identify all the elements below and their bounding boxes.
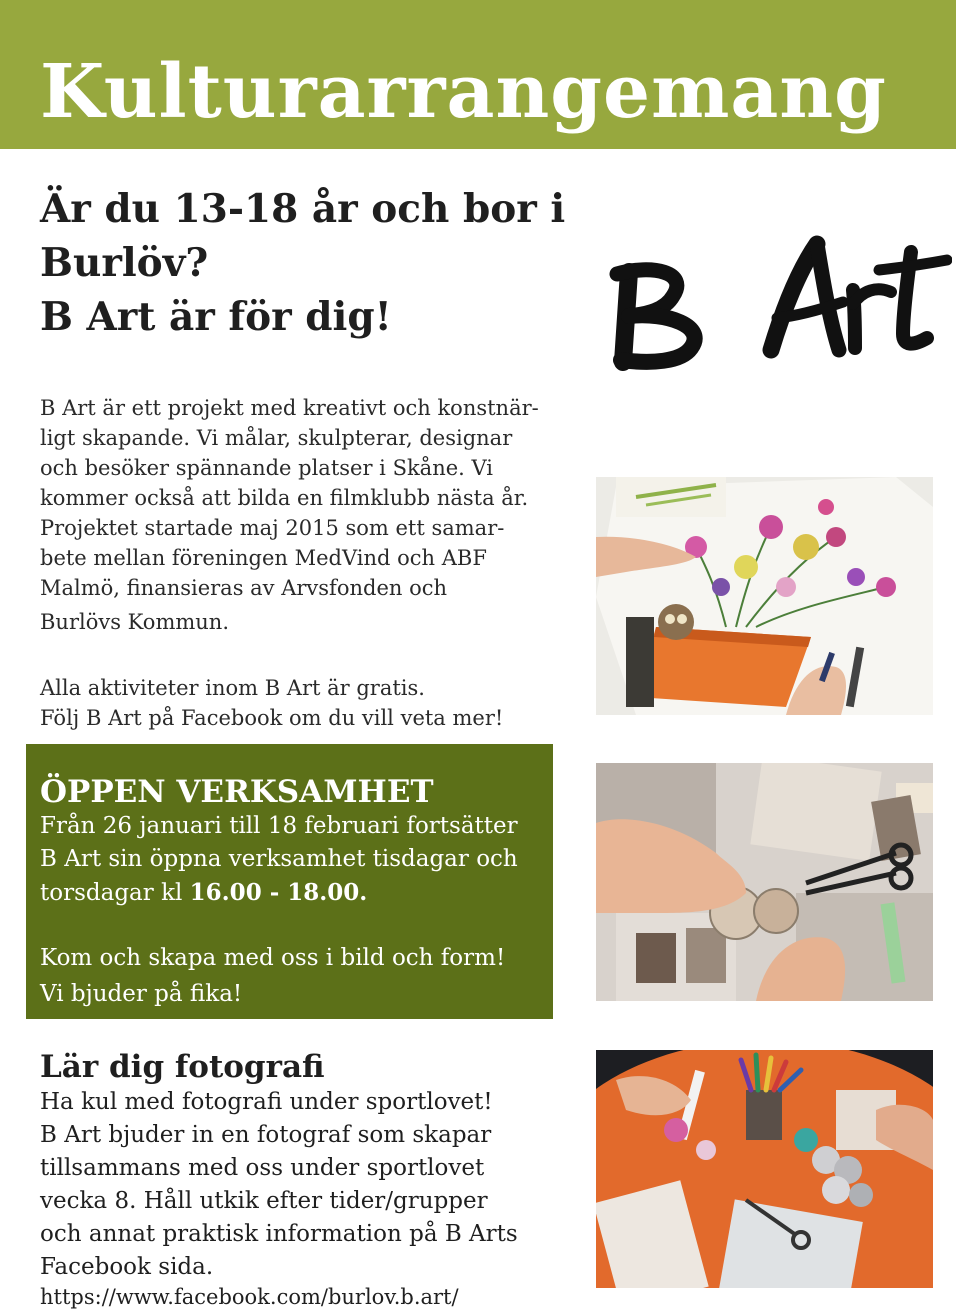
intro-line: och besöker spännande platser i Skåne. Vi xyxy=(40,456,494,480)
intro-line: Malmö, finansieras av Arvsfonden och xyxy=(40,576,447,600)
photography-title: Lär dig fotografi xyxy=(40,1049,325,1085)
headline-line: Är du 13-18 år och bor i xyxy=(40,186,566,232)
photography-line: B Art bjuder in en fotograf som skapar xyxy=(40,1122,492,1148)
photography-line: vecka 8. Håll utkik efter tider/grupper xyxy=(40,1188,488,1214)
free-line: Alla aktiviteter inom B Art är gratis. xyxy=(40,676,425,700)
photography-line: tillsammans med oss under sportlovet xyxy=(40,1155,485,1181)
photography-line: Facebook sida. xyxy=(40,1254,214,1280)
page-title: Kulturarrangemang xyxy=(40,49,887,135)
intro-line: Burlövs Kommun. xyxy=(40,610,229,634)
headline-line: B Art är för dig! xyxy=(40,294,392,340)
b-art-logo xyxy=(607,230,952,375)
photography-section xyxy=(40,1046,518,1312)
headline-line: Burlöv? xyxy=(40,240,209,286)
photo-collage-badges xyxy=(596,763,933,1001)
open-activities-title: ÖPPEN VERKSAMHET xyxy=(40,774,434,810)
intro-line: B Art är ett projekt med kreativt och konstnär- xyxy=(40,396,539,420)
invite-line: Kom och skapa med oss i bild och form! xyxy=(40,945,506,971)
craft-table-illustration xyxy=(596,1050,933,1288)
collage-badges-illustration xyxy=(596,763,933,1001)
photo-craft-table xyxy=(596,1050,933,1288)
flower-drawing-illustration xyxy=(596,477,933,715)
open-line-prefix: torsdagar kl xyxy=(40,880,190,906)
open-line: Från 26 januari till 18 februari fortsätter xyxy=(40,813,518,839)
headline xyxy=(40,182,565,344)
intro-line: ligt skapande. Vi målar, skulpterar, designar xyxy=(40,426,513,450)
open-time: 16.00 - 18.00. xyxy=(189,879,368,906)
intro-line: bete mellan föreningen MedVind och ABF xyxy=(40,546,487,570)
open-activities-body xyxy=(40,810,518,910)
open-invite xyxy=(40,940,505,1012)
facebook-url[interactable]: https://www.facebook.com/burlov.b.art/ xyxy=(40,1285,459,1309)
open-line: B Art sin öppna verksamhet tisdagar och xyxy=(40,846,518,872)
photography-line: Ha kul med fotografi under sportlovet! xyxy=(40,1089,493,1115)
intro-line: Projektet startade maj 2015 som ett samar- xyxy=(40,516,505,540)
header-banner xyxy=(0,0,956,149)
fika-line: Vi bjuder på fika! xyxy=(40,981,243,1007)
photo-flower-drawing xyxy=(596,477,933,715)
photography-body xyxy=(40,1086,518,1284)
intro-line: kommer också att bilda en filmklubb nästa år. xyxy=(40,486,529,510)
intro-paragraph xyxy=(40,393,560,637)
open-activities-box xyxy=(26,744,553,1019)
open-line xyxy=(40,876,518,910)
photography-line: och annat praktisk information på B Arts xyxy=(40,1221,518,1247)
b-art-logo-graphic xyxy=(607,230,952,375)
free-activities-text xyxy=(40,673,503,733)
facebook-line: Följ B Art på Facebook om du vill veta mer! xyxy=(40,706,504,730)
